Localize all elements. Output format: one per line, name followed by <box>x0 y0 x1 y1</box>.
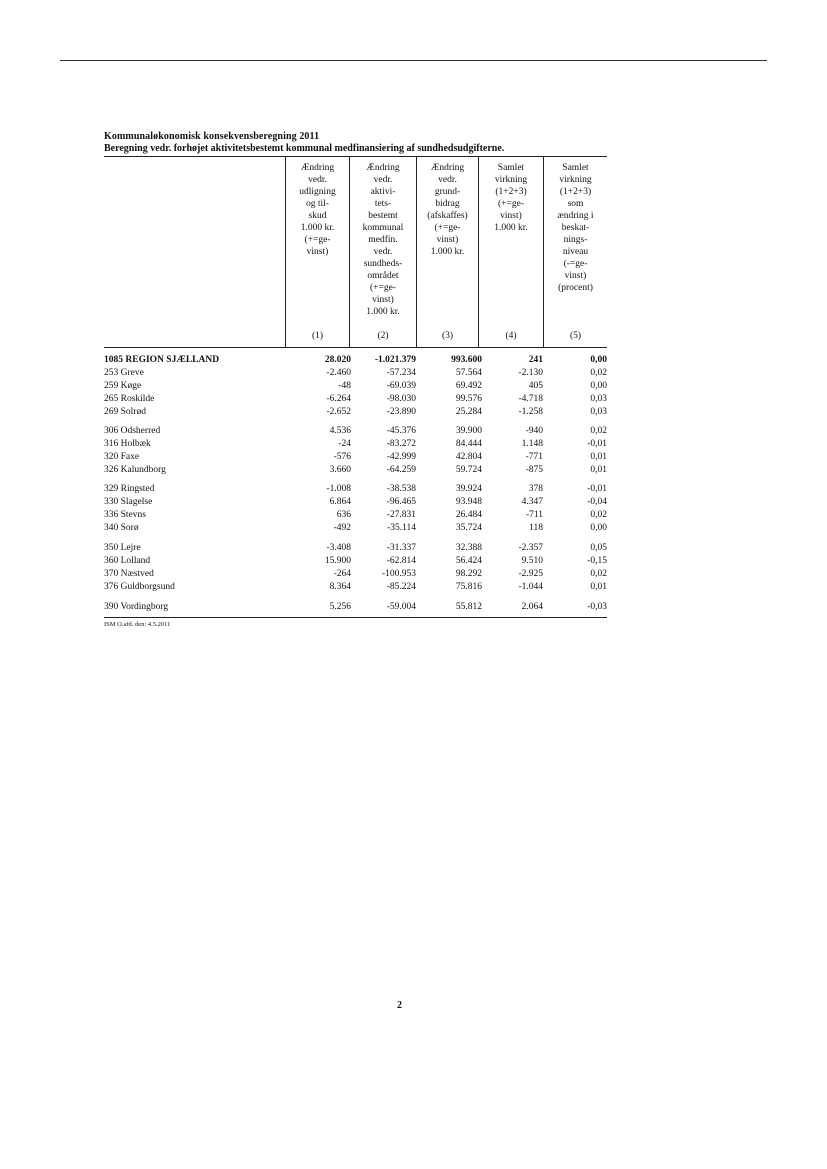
page-header-rule <box>60 60 767 61</box>
table-row <box>104 406 607 419</box>
row-name: 390 Vordingborg <box>104 602 169 612</box>
cell-col2: -23.890 <box>386 407 416 417</box>
cell-col2: -1.021.379 <box>374 355 416 365</box>
cell-col1: 4.536 <box>329 426 351 436</box>
table-title: Kommunaløkonomisk konsekvensberegning 2011 <box>104 131 320 142</box>
column-header-1: Ændring vedr. udligning og til- skud 1.000 kr. (+=ge- vinst) <box>299 163 336 257</box>
cell-col1: 5.256 <box>329 602 351 612</box>
cell-col5: 0,02 <box>590 510 607 520</box>
column-number-4: (4) <box>505 331 517 341</box>
cell-col4: -1.044 <box>518 582 543 592</box>
cell-col3: 84.444 <box>455 439 482 449</box>
column-number-5: (5) <box>569 331 582 341</box>
cell-col3: 993.600 <box>451 355 482 365</box>
row-name: 350 Lejre <box>104 543 141 553</box>
cell-col4: -1.258 <box>518 407 543 417</box>
column-header-3: Ændring vedr. grund- bidrag (afskaffes) (+=ge- vinst) 1.000 kr. <box>427 163 468 257</box>
page-number: 2 <box>397 1000 402 1011</box>
cell-col5: 0,03 <box>590 394 607 404</box>
cell-col1: 28.020 <box>324 355 351 365</box>
cell-col5: 0,02 <box>590 426 607 436</box>
table-row <box>104 496 607 509</box>
cell-col2: -59.004 <box>386 602 416 612</box>
row-name: 253 Greve <box>104 368 144 378</box>
cell-col5: 0,02 <box>590 368 607 378</box>
cell-col3: 59.724 <box>455 465 482 475</box>
cell-col5: -0,03 <box>587 602 607 612</box>
table-row <box>104 438 607 451</box>
cell-col1: -264 <box>333 569 351 579</box>
column-number-2: (2) <box>377 331 389 341</box>
cell-col4: -4.718 <box>518 394 543 404</box>
table-row-region <box>104 354 607 367</box>
table-row <box>104 393 607 406</box>
table-row <box>104 380 607 393</box>
table-row <box>104 451 607 464</box>
cell-col4: 405 <box>528 381 543 391</box>
cell-col2: -85.224 <box>386 582 416 592</box>
row-name: 316 Holbæk <box>104 439 151 449</box>
row-name: 329 Ringsted <box>104 484 155 494</box>
table-row <box>104 601 607 614</box>
cell-col3: 25.284 <box>455 407 482 417</box>
cell-col4: 1.148 <box>521 439 543 449</box>
column-header-4: Samlet virkning (1+2+3) (+=ge- vinst) 1.000 kr. <box>494 163 528 233</box>
table-row <box>104 425 607 438</box>
cell-col5: 0,03 <box>590 407 607 417</box>
column-number-3: (3) <box>441 331 454 341</box>
row-name: 326 Kalundborg <box>104 465 166 475</box>
cell-col2: -62.814 <box>386 556 416 566</box>
row-name: 259 Køge <box>104 381 142 391</box>
cell-col3: 39.924 <box>455 484 482 494</box>
row-name: 306 Odsherred <box>104 426 161 436</box>
cell-col3: 98.292 <box>455 569 482 579</box>
cell-col1: -576 <box>333 452 351 462</box>
cell-col1: -492 <box>333 523 351 533</box>
cell-col2: -27.831 <box>386 510 416 520</box>
cell-col4: 2.064 <box>521 602 543 612</box>
cell-col3: 42.804 <box>455 452 482 462</box>
cell-col1: -48 <box>338 381 351 391</box>
cell-col3: 56.424 <box>455 556 482 566</box>
cell-col3: 57.564 <box>455 368 482 378</box>
cell-col5: 0,01 <box>590 465 607 475</box>
cell-col5: 0,01 <box>590 452 607 462</box>
table-row <box>104 555 607 568</box>
cell-col2: -42.999 <box>386 452 416 462</box>
cell-col2: -96.465 <box>386 497 416 507</box>
cell-col1: -24 <box>338 439 351 449</box>
cell-col3: 32.388 <box>455 543 482 553</box>
column-header-5: Samlet virkning (1+2+3) som ændring i beskat- nings- niveau (-=ge- vinst) (procent) <box>557 163 594 293</box>
table-bottom-rule <box>104 617 607 618</box>
table-row <box>104 522 607 535</box>
cell-col4: -771 <box>525 452 543 462</box>
source-footnote: ISM O.afd. den: 4.5.2011 <box>104 621 171 628</box>
cell-col1: 6.864 <box>329 497 351 507</box>
cell-col2: -31.337 <box>386 543 416 553</box>
cell-col5: 0,01 <box>590 582 607 592</box>
cell-col4: -940 <box>525 426 543 436</box>
cell-col5: 0,05 <box>590 543 607 553</box>
cell-col1: 15.900 <box>324 556 351 566</box>
cell-col4: 4.347 <box>521 497 543 507</box>
cell-col4: 378 <box>528 484 543 494</box>
table-header-rule <box>104 347 607 348</box>
column-header-2: Ændring vedr. aktivi- tets- bestemt kommunal medfin. vedr. sundheds- området (+=ge- vinst) 1.000 kr. <box>362 163 404 317</box>
row-name: 360 Lolland <box>104 556 151 566</box>
cell-col1: 3.660 <box>329 465 351 475</box>
cell-col1: -2.652 <box>326 407 351 417</box>
cell-col5: -0,15 <box>587 556 607 566</box>
cell-col2: -35.114 <box>387 523 416 533</box>
table-row <box>104 464 607 477</box>
cell-col1: 8.364 <box>329 582 351 592</box>
cell-col2: -83.272 <box>386 439 416 449</box>
cell-col5: 0,00 <box>590 355 607 365</box>
cell-col2: -45.376 <box>386 426 416 436</box>
table-top-rule <box>104 156 607 157</box>
row-name: 370 Næstved <box>104 569 154 579</box>
table-row <box>104 483 607 496</box>
cell-col4: -711 <box>525 510 543 520</box>
cell-col4: -2.130 <box>518 368 543 378</box>
cell-col4: 241 <box>528 355 543 365</box>
table-row <box>104 367 607 380</box>
row-name: 376 Guldborgsund <box>104 582 175 592</box>
row-name: 320 Faxe <box>104 452 140 462</box>
cell-col2: -98.030 <box>386 394 416 404</box>
cell-col4: 9.510 <box>521 556 543 566</box>
table-row <box>104 509 607 522</box>
cell-col5: -0,01 <box>587 439 607 449</box>
table-subtitle: Beregning vedr. forhøjet aktivitetsbestemt kommunal medfinansiering af sundhedsudgifterne. <box>104 143 505 154</box>
cell-col2: -100.953 <box>381 569 416 579</box>
cell-col1: -2.460 <box>326 368 351 378</box>
cell-col3: 69.492 <box>455 381 482 391</box>
cell-col2: -69.039 <box>386 381 416 391</box>
cell-col1: 636 <box>336 510 351 520</box>
cell-col3: 93.948 <box>455 497 482 507</box>
cell-col1: -3.408 <box>326 543 351 553</box>
cell-col5: 0,00 <box>590 523 607 533</box>
cell-col3: 39.900 <box>455 426 482 436</box>
row-name: 1085 REGION SJÆLLAND <box>104 355 220 365</box>
cell-col3: 99.576 <box>455 394 482 404</box>
cell-col4: -2.357 <box>518 543 543 553</box>
cell-col2: -38.538 <box>386 484 416 494</box>
cell-col3: 55.812 <box>455 602 482 612</box>
table-row <box>104 568 607 581</box>
cell-col5: 0,00 <box>590 381 607 391</box>
cell-col5: -0,01 <box>587 484 607 494</box>
cell-col4: -875 <box>525 465 543 475</box>
row-name: 265 Roskilde <box>104 394 155 404</box>
cell-col3: 75.816 <box>455 582 482 592</box>
cell-col2: -64.259 <box>386 465 416 475</box>
row-name: 336 Stevns <box>104 510 146 520</box>
column-number-1: (1) <box>311 331 324 341</box>
cell-col3: 35.724 <box>455 523 482 533</box>
row-name: 330 Slagelse <box>104 497 153 507</box>
cell-col1: -1.008 <box>326 484 351 494</box>
cell-col5: -0,04 <box>587 497 607 507</box>
row-name: 269 Solrød <box>104 407 146 417</box>
table-row <box>104 581 607 594</box>
cell-col1: -6.264 <box>326 394 351 404</box>
cell-col3: 26.484 <box>455 510 482 520</box>
cell-col4: -2.925 <box>518 569 543 579</box>
table-row <box>104 542 607 555</box>
row-name: 340 Sorø <box>104 523 139 533</box>
cell-col5: 0,02 <box>590 569 607 579</box>
cell-col2: -57.234 <box>386 368 416 378</box>
cell-col4: 118 <box>529 523 543 533</box>
